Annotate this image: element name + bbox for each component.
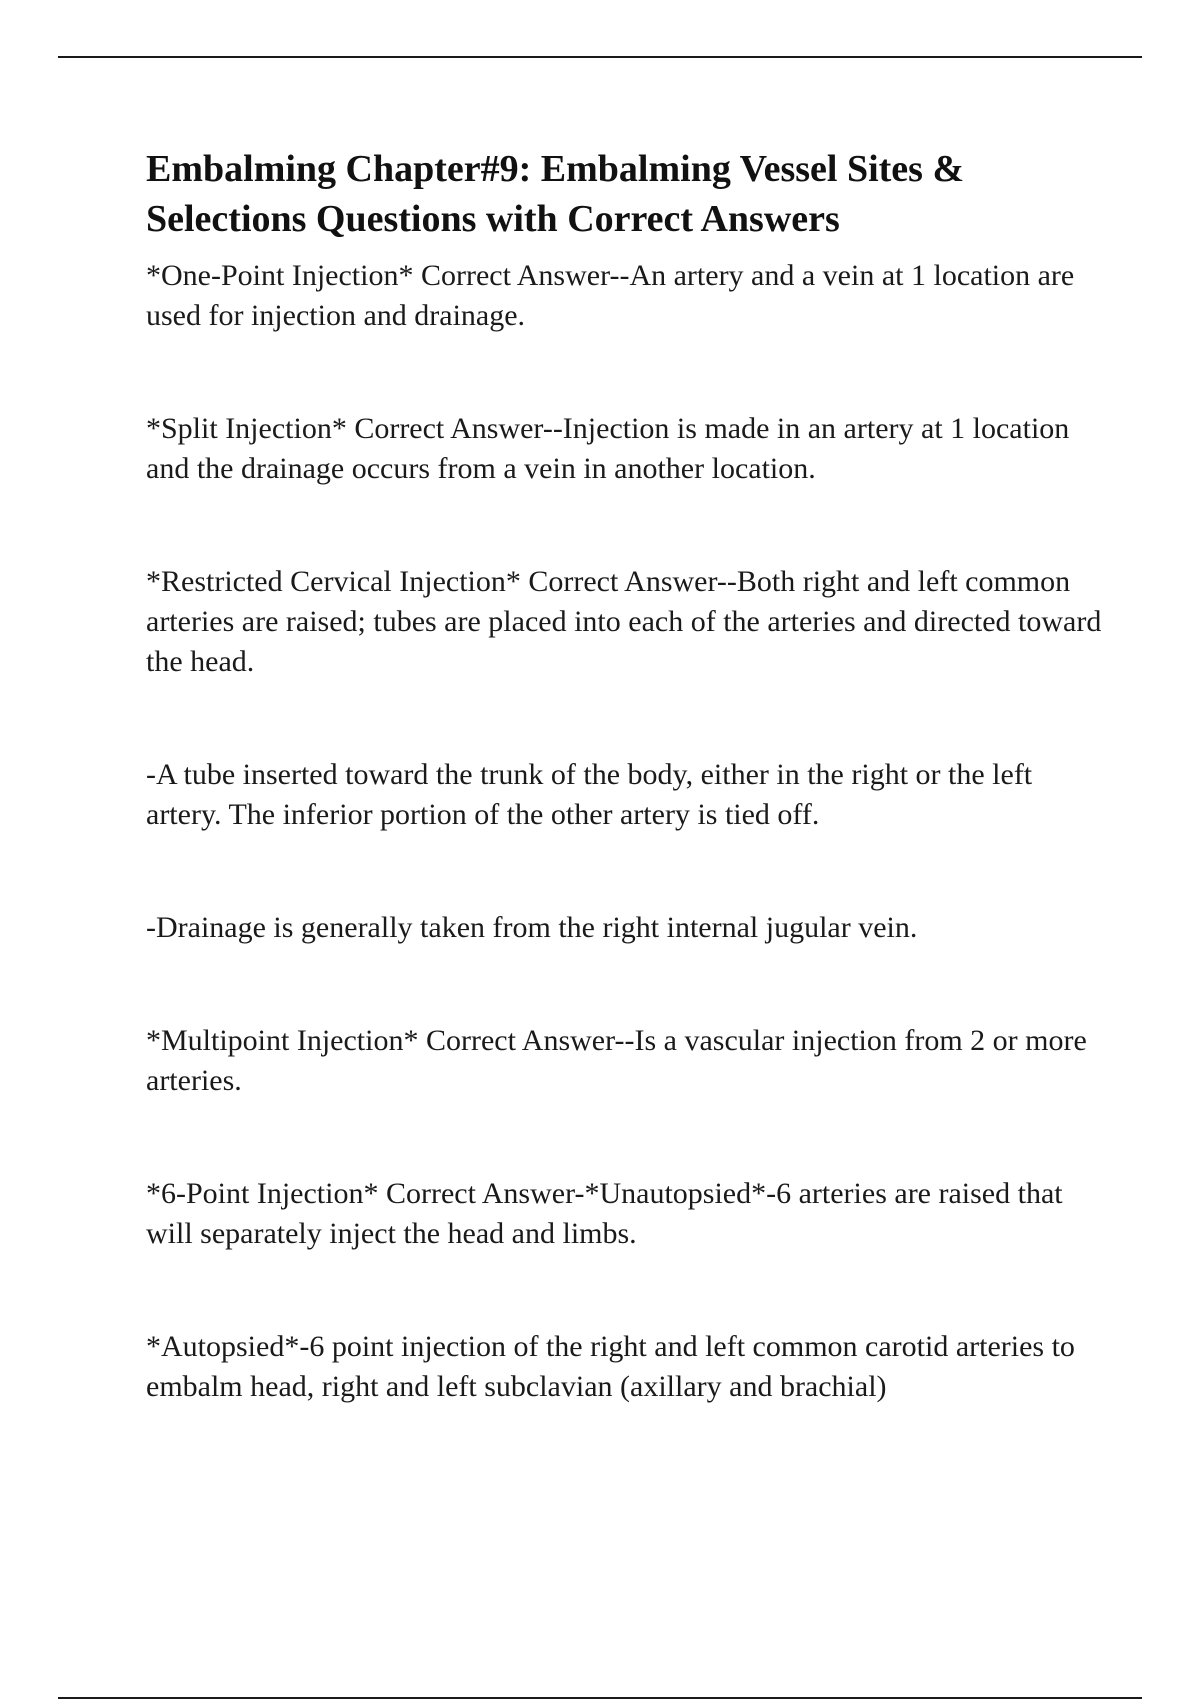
paragraph-one-point-injection: *One-Point Injection* Correct Answer--An artery and a vein at 1 location are used for injection and drainage.	[146, 259, 1075, 332]
paragraph-drainage: -Drainage is generally taken from the right internal jugular vein.	[146, 911, 918, 944]
paragraph-split-injection: *Split Injection* Correct Answer--Injection is made in an artery at 1 location and the drainage occurs from a vein in another location.	[146, 412, 1070, 485]
paragraph-autopsied: *Autopsied*-6 point injection of the right and left common carotid arteries to embalm head, right and left subclavian (axillary and brachial)	[146, 1330, 1075, 1403]
top-rule	[58, 56, 1142, 58]
paragraph-restricted-cervical-injection: *Restricted Cervical Injection* Correct Answer--Both right and left common arteries are raised; tubes are placed into each of the arteries and directed toward the head.	[146, 565, 1102, 678]
document-title: Embalming Chapter#9: Embalming Vessel Sites & Selections Questions with Correct Answers	[146, 148, 965, 240]
paragraph-six-point-injection: *6-Point Injection* Correct Answer-*Unautopsied*-6 arteries are raised that will separately inject the head and limbs.	[146, 1177, 1063, 1250]
document-body	[146, 144, 1106, 1407]
bottom-rule	[58, 1697, 1142, 1699]
paragraph-multipoint-injection: *Multipoint Injection* Correct Answer--Is a vascular injection from 2 or more arteries.	[146, 1024, 1087, 1097]
paragraph-tube-inserted: -A tube inserted toward the trunk of the body, either in the right or the left artery. The inferior portion of the other artery is tied off.	[146, 758, 1033, 831]
